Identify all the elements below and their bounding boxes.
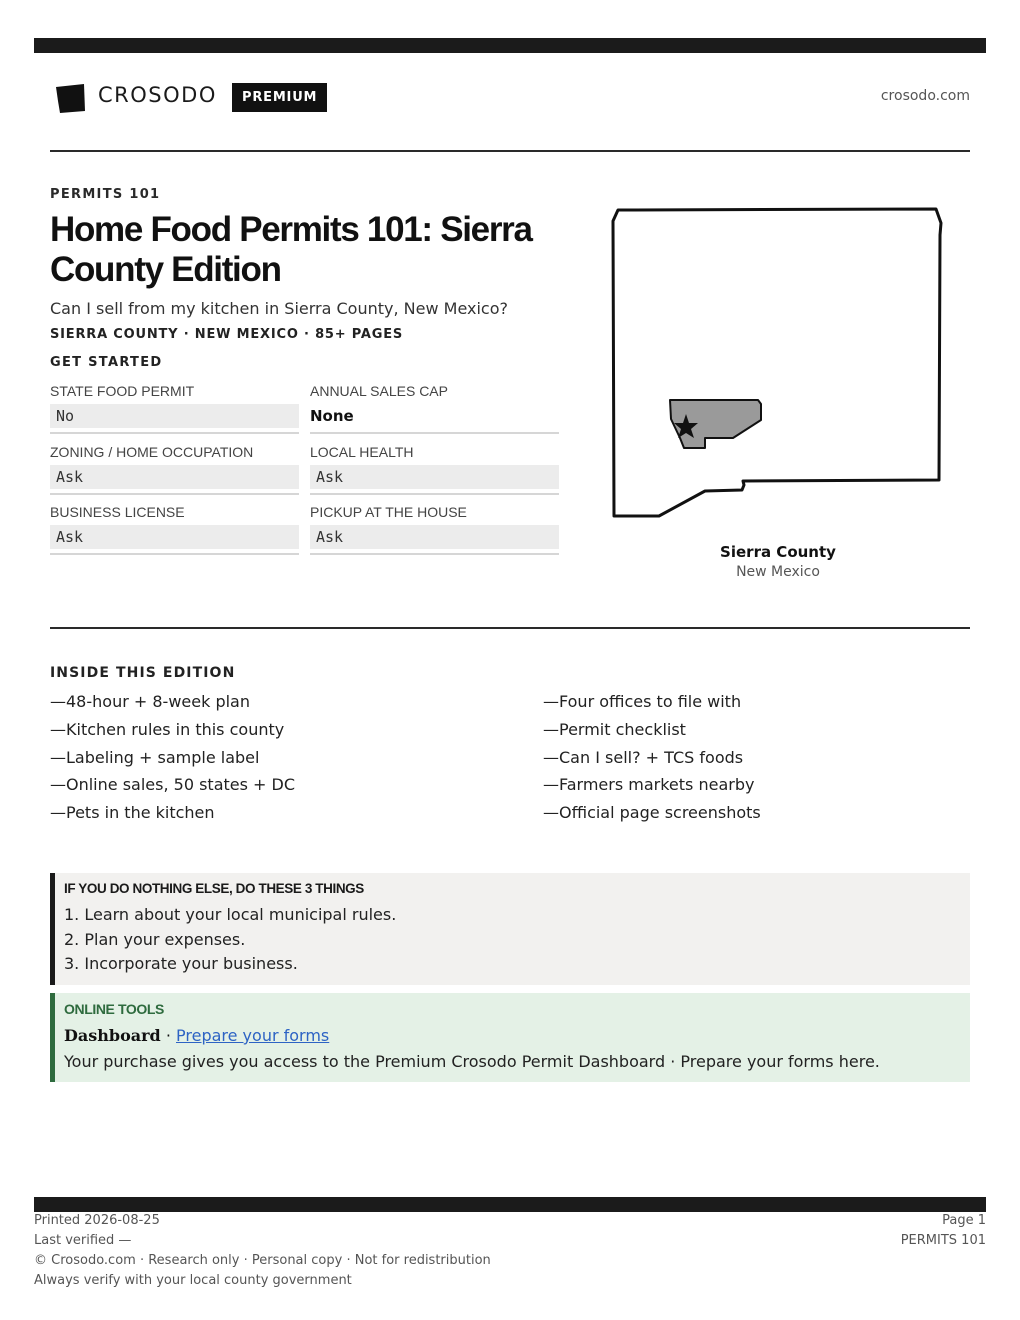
disclaimer: Always verify with your local county government [34, 1273, 352, 1288]
list-item: —Permit checklist [543, 719, 686, 739]
crosodo-logo-icon [54, 81, 86, 113]
field-annual-sales-cap [310, 382, 559, 434]
field-label: LOCAL HEALTH [310, 444, 414, 460]
list-item: —Official page screenshots [543, 803, 761, 823]
site-url[interactable]: crosodo.com [880, 88, 970, 104]
inside-list-left [50, 690, 295, 829]
field-label: BUSINESS LICENSE [50, 504, 185, 520]
top-bar [34, 38, 986, 53]
field-underline [310, 493, 559, 495]
three-things-callout [50, 873, 970, 985]
online-tools-box [50, 993, 970, 1082]
subtitle: Can I sell from my kitchen in Sierra County, New Mexico? [50, 299, 508, 318]
header [50, 78, 970, 118]
premium-badge: PREMIUM [232, 83, 327, 112]
field-zoning [50, 443, 299, 495]
field-label: ANNUAL SALES CAP [310, 383, 448, 399]
dashboard-label: Dashboard [64, 1026, 161, 1045]
list-item: —Four offices to file with [543, 692, 742, 711]
bottom-bar [34, 1197, 986, 1212]
brand-name: CROSODO [98, 83, 217, 107]
map-state-name: New Mexico [736, 564, 820, 580]
divider [50, 150, 970, 152]
list-item: —Online sales, 50 states + DC [50, 775, 296, 795]
list-item: —Can I sell? + TCS foods [543, 747, 744, 767]
callout-title: IF YOU DO NOTHING ELSE, DO THESE 3 THINGS [64, 881, 364, 896]
kicker: PERMITS 101 [50, 187, 161, 202]
list-item: —Farmers markets nearby [543, 775, 755, 795]
field-label: ZONING / HOME OCCUPATION [50, 444, 254, 460]
field-underline [50, 493, 299, 495]
divider [50, 627, 970, 629]
map-county-name: Sierra County [720, 543, 836, 561]
list-item: —Labeling + sample label [50, 747, 260, 767]
field-value: Ask [50, 465, 299, 489]
page-title: Home Food Permits 101: Sierra County Edition [50, 210, 532, 289]
footer-section: PERMITS 101 [900, 1233, 986, 1248]
dashboard-description: Your purchase gives you access to the Premium Crosodo Permit Dashboard · Prepare your forms here. [64, 1052, 880, 1071]
field-value: Ask [310, 525, 559, 549]
state-outline-icon [613, 209, 941, 516]
list-item: —48-hour + 8-week plan [50, 692, 250, 711]
copyright: © Crosodo.com · Research only · Personal copy · Not for redistribution [34, 1253, 491, 1268]
field-local-health [310, 443, 559, 495]
field-underline [50, 553, 299, 555]
inside-edition-heading: INSIDE THIS EDITION [50, 665, 236, 681]
online-tools-title: ONLINE TOOLS [64, 1001, 164, 1017]
field-underline [310, 432, 559, 434]
separator: · [160, 1026, 176, 1045]
field-pickup [310, 503, 559, 555]
printed-date: Printed 2026-08-25 [34, 1213, 160, 1228]
list-item: 3. Incorporate your business. [64, 954, 298, 973]
get-started-heading: GET STARTED [50, 355, 163, 370]
field-value: None [310, 407, 354, 425]
page-number: Page 1 [942, 1213, 986, 1228]
field-value: Ask [50, 525, 299, 549]
field-business-license [50, 503, 299, 555]
field-label: STATE FOOD PERMIT [50, 383, 195, 399]
inside-list-right [543, 690, 761, 829]
last-verified: Last verified — [34, 1233, 132, 1248]
field-underline [310, 553, 559, 555]
list-item: 1. Learn about your local municipal rules. [64, 905, 397, 924]
callout-list [64, 903, 970, 977]
dashboard-line [64, 1026, 970, 1052]
field-state-food-permit [50, 382, 299, 434]
footer-left [34, 1211, 491, 1291]
list-item: —Kitchen rules in this county [50, 719, 285, 739]
field-underline [50, 432, 299, 434]
list-item: —Pets in the kitchen [50, 803, 215, 823]
prepare-forms-link[interactable]: Prepare your forms [176, 1026, 330, 1045]
county-map [610, 205, 946, 525]
footer-right [901, 1211, 986, 1251]
field-value: No [50, 404, 299, 428]
list-item: 2. Plan your expenses. [64, 929, 246, 949]
edition-meta: SIERRA COUNTY · NEW MEXICO · 85+ PAGES [50, 327, 404, 342]
field-value: Ask [310, 465, 559, 489]
field-label: PICKUP AT THE HOUSE [310, 504, 467, 520]
